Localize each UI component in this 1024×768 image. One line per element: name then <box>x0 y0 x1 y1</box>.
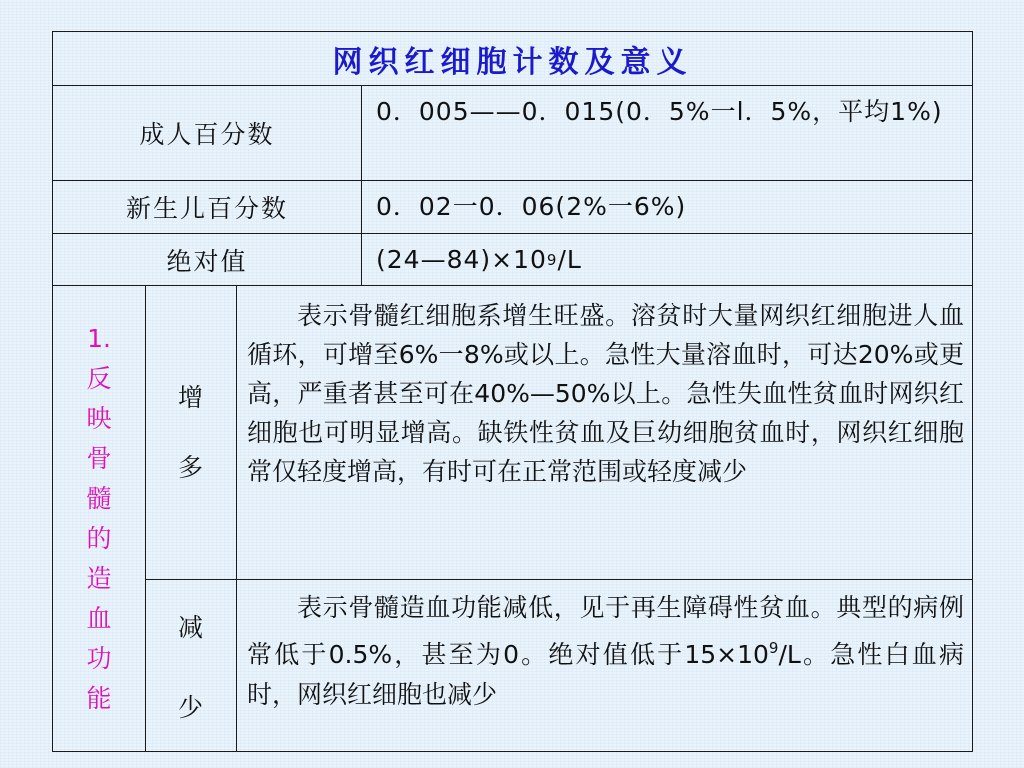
table-title: 网织红细胞计数及意义 <box>332 44 693 80</box>
decrease-text <box>237 580 972 751</box>
increase-label-top: 增 <box>177 382 203 412</box>
table-row-absolute <box>53 234 972 286</box>
row-value-newborn: 0．02一0．06(2%一6%) <box>376 192 687 221</box>
decrease-label-bottom: 少 <box>177 692 203 722</box>
decrease-text-exponent: 9 <box>768 639 779 657</box>
row-label-adult: 成人百分数 <box>53 86 362 180</box>
increase-row <box>145 286 972 580</box>
decrease-text-part1: 表示骨髓造血功能减低，见于再生障碍性贫血。典型的病例常低于0.5%，甚至为0。绝对值低于15×10 <box>247 593 964 669</box>
increase-label-bottom: 多 <box>177 452 203 482</box>
row-label-absolute: 绝对值 <box>53 234 362 285</box>
decrease-row <box>145 580 972 751</box>
decrease-text-part2: /L。急性白血病时，网织红细胞也减少 <box>247 640 964 709</box>
row-value-adult: 0．005——0．015(0．5%一l．5%，平均1%) <box>376 97 943 126</box>
table-title-row <box>53 32 972 86</box>
decrease-label <box>145 580 237 751</box>
absolute-value-suffix: /L <box>557 244 582 274</box>
increase-text: 表示骨髓红细胞系增生旺盛。溶贫时大量网织红细胞进人血循环，可增至6%一8%或以上。急性大量溶血时，可达20%或更高，严重者甚至可在40%—50%以上。急性失血性贫血时网织红细胞也可明显增高。缺铁性贫血及巨幼细胞贫血时，网织红细胞常仅轻度增高，有时可在正常范围或轻度减少 <box>247 301 964 486</box>
increase-label <box>145 286 237 579</box>
section-side-label <box>53 286 145 751</box>
absolute-value-exponent: 9 <box>546 250 558 269</box>
table-row-adult <box>53 86 972 181</box>
reticulocyte-table <box>52 31 973 752</box>
row-label-newborn: 新生儿百分数 <box>53 181 362 233</box>
section-side-text: 1.反映骨髓的造血功能 <box>86 323 112 713</box>
row-value-absolute <box>362 234 972 285</box>
decrease-label-top: 减 <box>177 612 203 642</box>
significance-section <box>53 286 972 751</box>
absolute-value-prefix: (24—84)×10 <box>376 244 547 274</box>
table-row-newborn <box>53 181 972 234</box>
